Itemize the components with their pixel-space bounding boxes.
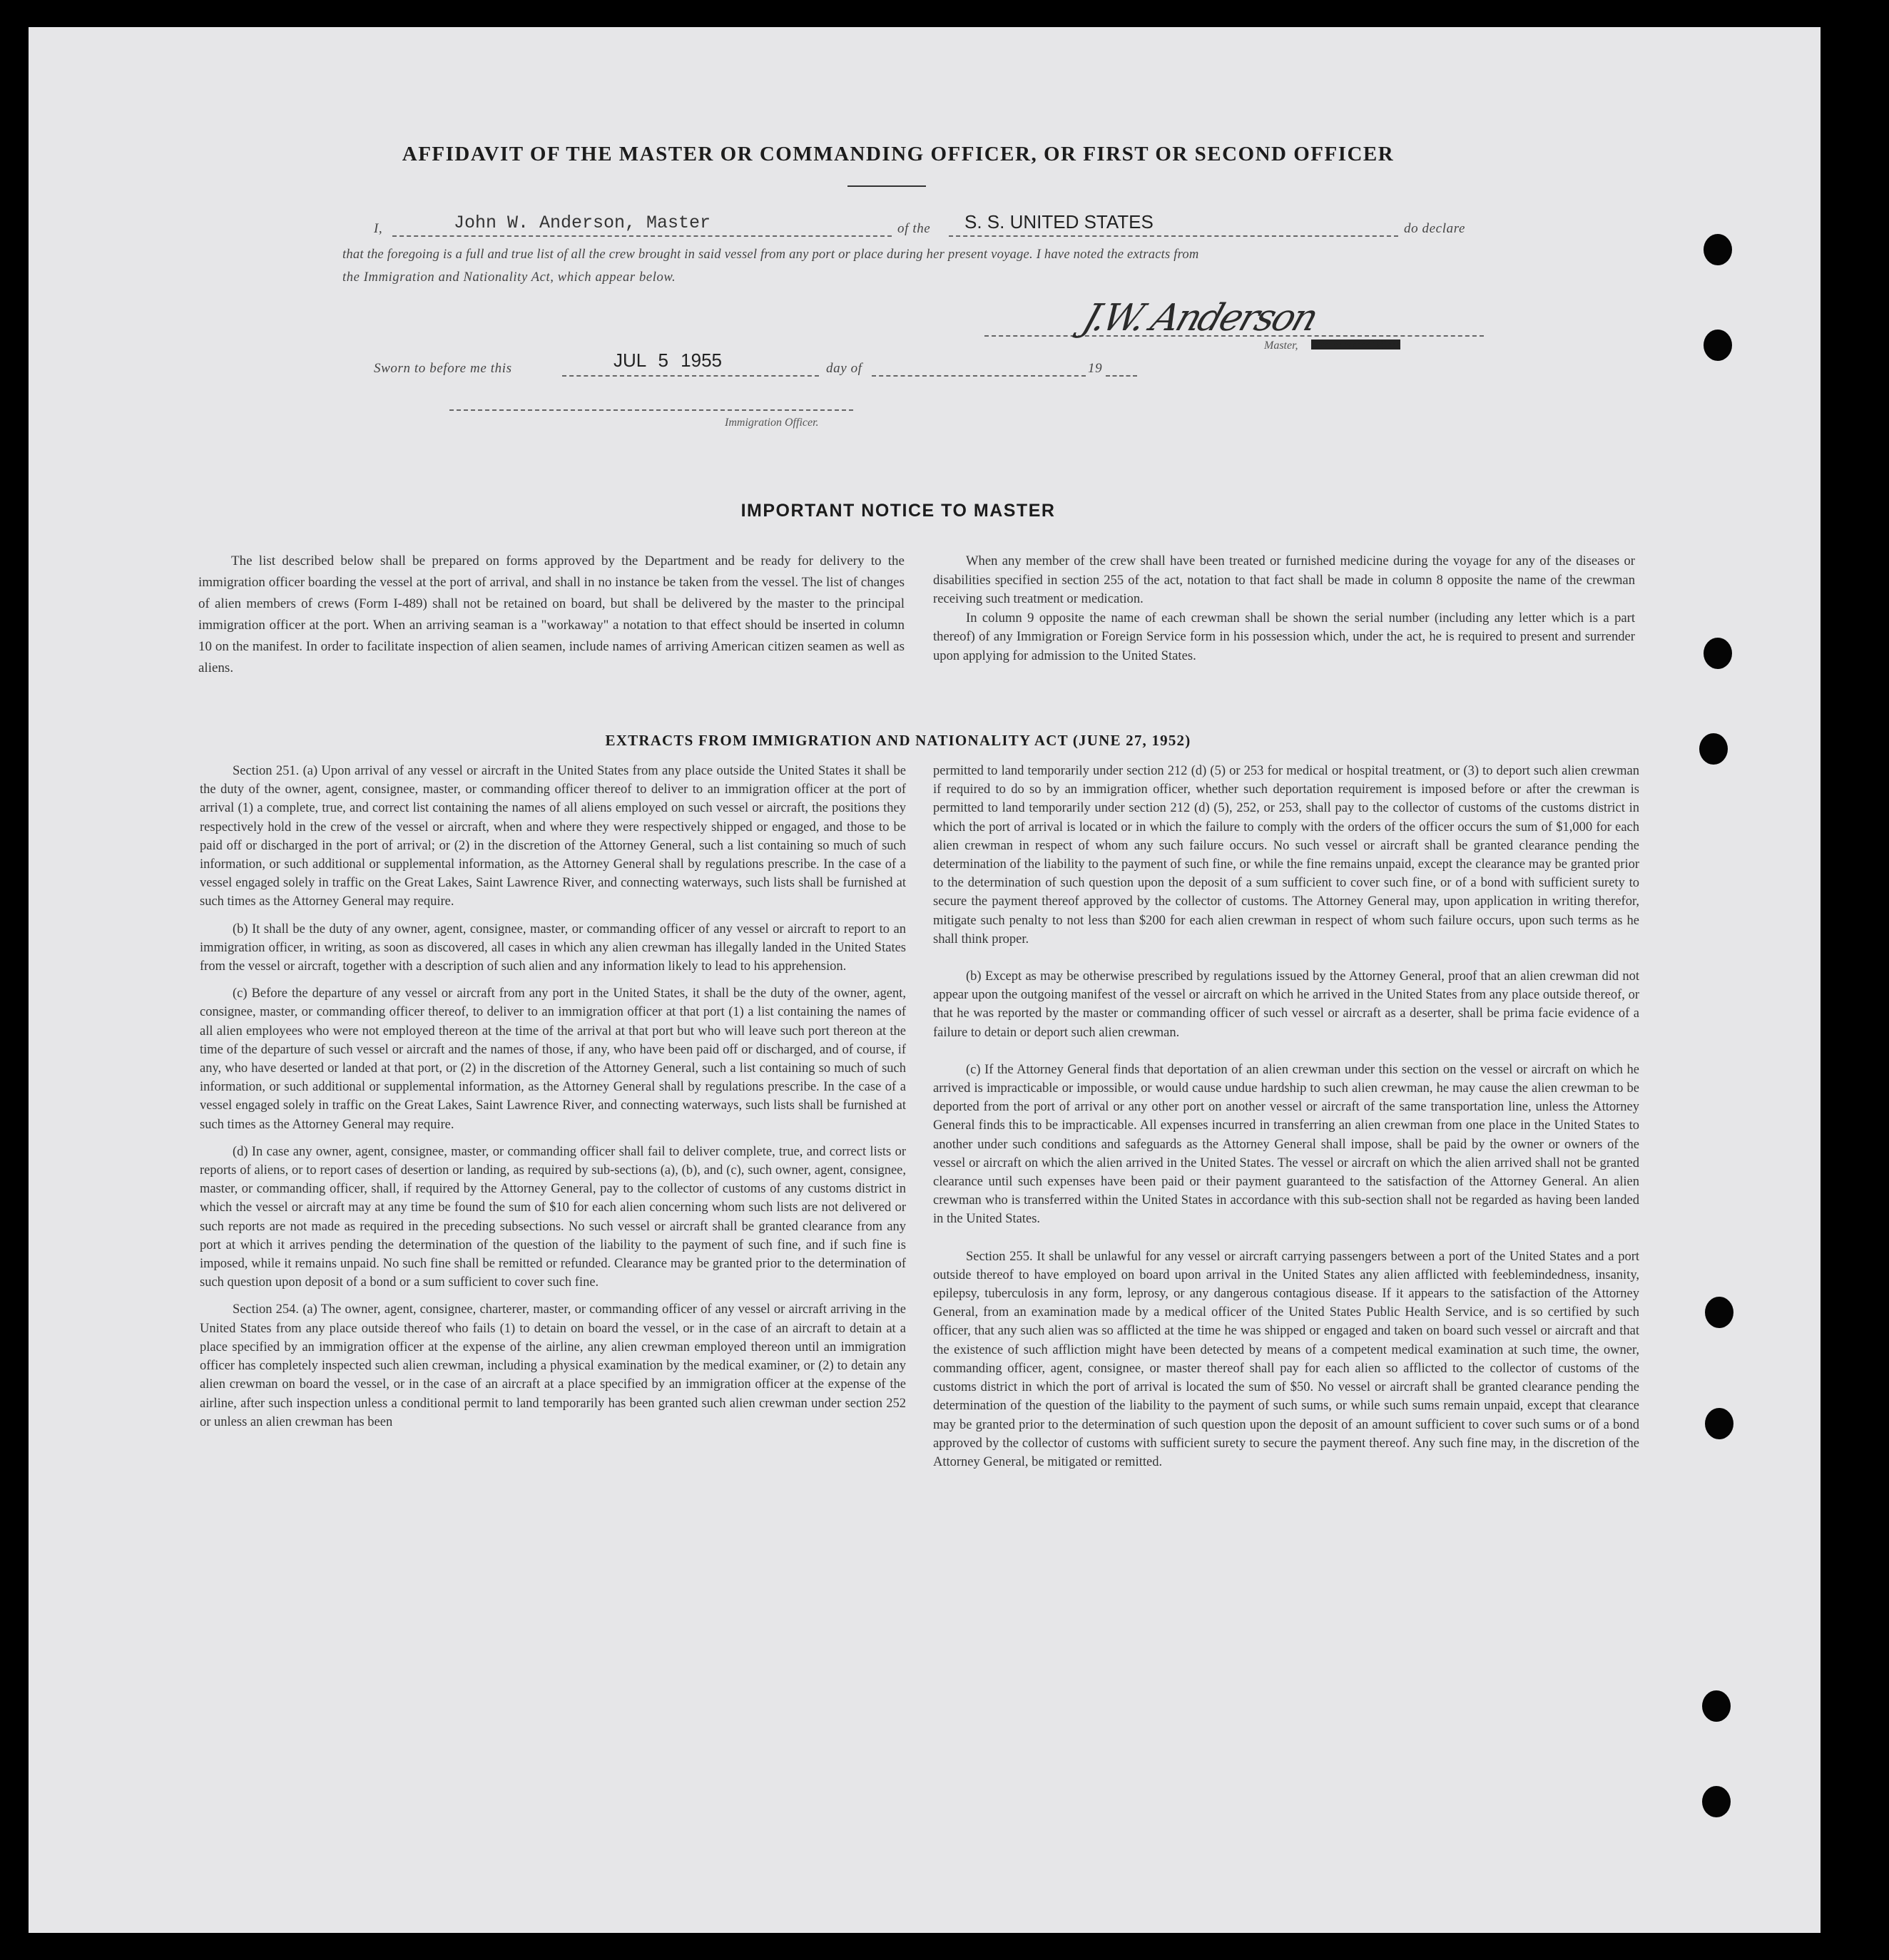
punch-hole xyxy=(1702,1786,1731,1817)
extract-paragraph: Section 254. (a) The owner, agent, consignee, charterer, master, or commanding officer of any vessel or aircraft arriving in the United States from any place outside thereof who fails (1) to detain on board the vessel, or in the case of an aircraft to detain at a place specified by an immigration officer at the expense of the airline, any alien crewman employed thereon until an immigration officer has completely inspected such alien crewman, including a physical examination by the medical examiner, or (2) to detain any alien crewman on board the vessel, or in the case of an aircraft at a place specified by an immigration officer at the expense of the airline, after such inspection unless a conditional permit to land temporarily has been granted such alien crewman under section 252 or unless an alien crewman has been xyxy=(200,1302,906,1429)
sworn-year-blank xyxy=(1106,375,1137,377)
extracts-title: EXTRACTS FROM IMMIGRATION AND NATIONALITY ACT (JUNE 27, 1952) xyxy=(605,732,1191,749)
sworn-date-field: JUL 5 1955 xyxy=(613,349,723,371)
struck-officer-label: First or Second Officer xyxy=(1313,339,1399,349)
extract-paragraph: (b) Except as may be otherwise prescribed by regulations issued by the Attorney General, proof that an alien crewman did not appear upon the outgoing manifest of the vessel or aircraft on which he arrived in the United States from any place outside thereof, or that he was reported by the master or commanding officer of such vessel or aircraft as a deserter, shall be prima facie evidence of a failure to detain or deport such alien crewman. xyxy=(933,969,1639,1040)
declaration-line-2: that the foregoing is a full and true list of all the crew brought in said vessel from any port or place during her present voyage. I have noted the extracts from xyxy=(342,247,1199,262)
form-page xyxy=(29,27,1821,1933)
punch-hole xyxy=(1699,733,1728,765)
sworn-date-blank xyxy=(562,375,819,377)
sworn-year-prefix: 19 xyxy=(1088,361,1103,376)
extract-paragraph: permitted to land temporarily under section 212 (d) (5) or 253 for medical or hospital treatment, or (3) to deport such alien crewman if required to do so by an immigration officer, whether such deportation requirement is imposed before or after the crewman is permitted to land temporarily under section 212 (d) (5), 252, or 253, shall pay to the collector of customs of the customs district in which the port of arrival is located or in which the failure to comply with the orders of the officer occurs the sum of $1,000 for each alien crewman in respect of whom any such failure occurs. No such vessel or aircraft shall be granted clearance pending the determination of the liability to the payment of such fine, or while the fine remains unpaid, except the clearance may be granted prior to the determination of such question upon the deposit of a sum sufficient to cover such fine, or of a bond with sufficient surety to secure the payment thereof approved by the collector of customs. The Attorney General may, upon application in writing therefor, mitigate such penalty to not less than $200 for each alien crewman in respect of whom such failure occurs, upon such terms as he shall think proper. xyxy=(933,764,1639,946)
notice-title: IMPORTANT NOTICE TO MASTER xyxy=(740,501,1056,521)
signature-title-label: Master, xyxy=(1264,340,1298,352)
extracts-left-column xyxy=(200,762,906,1440)
notice-right-paragraph: In column 9 opposite the name of each crewman shall be shown the serial number (including any letter which is a part thereof) of any Immigration or Foreign Service form in his possession which, under the act, he is required to present and surrender upon applying for admission to the United States. xyxy=(933,610,1635,663)
extract-paragraph: (c) Before the departure of any vessel or aircraft from any port in the United States, it shall be the duty of the owner, agent, consignee, master, or commanding officer thereof, to deliver to an immigration officer at that port (1) a list containing the names of all alien employees who were not employed thereon at the time of the arrival at that port but who will leave such port thereon at the time of the departure of such vessel or aircraft and the names of those, if any, who have been paid off or discharged, and of course, if any, who have deserted or landed at that port, or (2) in the discretion of the Attorney General, such a list containing so much of such information, or such additional or supplemental information, as the Attorney General shall by regulations prescribe. In the case of a vessel engaged solely in traffic on the Great Lakes, Saint Lawrence River, and connecting waterways, such lists shall be furnished at such times as the Attorney General may require. xyxy=(200,986,906,1132)
punch-hole xyxy=(1702,1690,1731,1722)
extracts-right-column xyxy=(933,762,1639,1480)
extract-paragraph: Section 255. It shall be unlawful for any vessel or aircraft carrying passengers between a port of the United States and a port outside thereof to have employed on board upon arrival in the United States any alien afflicted with feeblemindedness, insanity, epilepsy, tuberculosis in any form, leprosy, or any dangerous contagious disease. If it appears to the satisfaction of the Attorney General, from an examination made by a medical officer of the United States Public Health Service, and is so certified by such officer, that any such alien was so afflicted at the time he was shipped or engaged and taken on board such vessel or aircraft and that the existence of such affliction might have been detected by means of a competent medical examination at such time, the owner, commanding officer, agent, consignee, or master thereof shall pay for each alien so afflicted to the collector of customs of the customs district in which the port of arrival is located the sum of $50. No vessel or aircraft shall be granted clearance pending the determination of the question of the liability to the payment of such sums, or while such sums remain unpaid, except that clearance may be granted prior to the determination of such question upon the deposit of an amount sufficient to cover such sums or of a bond approved by the collector of customs with sufficient surety to secure the payment thereof. Any such fine may, in the discretion of the Attorney General, be mitigated or remitted. xyxy=(933,1249,1639,1469)
notice-left-paragraph: The list described below shall be prepared on forms approved by the Department and be ready for delivery to the immigration officer boarding the vessel at the port of arrival, and shall in no instance be taken from the vessel. The list of changes of alien members of crews (Form I-489) shall not be retained on board, but shall be delivered by the master to the principal immigration officer at the port. When an arriving seaman is a "workaway" a notation to that effect should be inserted in column 10 on the manifest. In order to facilitate inspection of alien seamen, include names of arriving American citizen seamen as well as aliens. xyxy=(198,553,905,675)
line1-prefix: I, xyxy=(374,221,383,236)
vessel-blank xyxy=(949,235,1398,237)
master-signature: J.W. Anderson xyxy=(1077,297,1322,340)
extract-paragraph: (b) It shall be the duty of any owner, agent, consignee, master, or commanding officer of any vessel or aircraft to report to an immigration officer, in writing, as soon as discovered, all cases in which any alien crewman has illegally landed in the United States from the vessel or aircraft, together with a description of such alien and any information likely to lead to his apprehension. xyxy=(200,922,906,974)
officer-signature-line xyxy=(449,409,853,411)
sworn-prefix: Sworn to before me this xyxy=(374,361,512,376)
punch-hole xyxy=(1705,1408,1733,1439)
punch-hole xyxy=(1704,234,1732,265)
line1-suffix: do declare xyxy=(1404,221,1466,236)
declaration-line-3: the Immigration and Nationality Act, which appear below. xyxy=(342,270,676,285)
line1-mid: of the xyxy=(897,221,931,236)
affidavit-title: AFFIDAVIT OF THE MASTER OR COMMANDING OFFICER, OR FIRST OR SECOND OFFICER xyxy=(402,143,1395,165)
notice-left-column xyxy=(198,551,905,679)
master-name-field: John W. Anderson, Master xyxy=(454,213,711,233)
notice-right-column xyxy=(933,552,1635,665)
extract-paragraph: (d) In case any owner, agent, consignee, master, or commanding officer shall fail to deliver complete, true, and correct lists or reports of aliens, or to report cases of desertion or landing, as required by sub-sections (a), (b), and (c), such owner, agent, consignee, master, or commanding officer, shall, if required by the Attorney General, pay to the collector of customs of any customs district in which the vessel or aircraft may at any time be found the sum of $10 for each alien concerning whom such lists are not delivered or such reports are not made as required in the preceding subsections. No such vessel or aircraft shall be granted clearance from any port at which it arrives pending the determination of the question of the liability to the payment of such fine, and if such fine is imposed, while it remains unpaid. No such fine shall be remitted or refunded. Clearance may be granted prior to the determination of such question upon deposit of a bond or a sum sufficient to cover such fine. xyxy=(200,1144,906,1290)
name-blank xyxy=(392,235,892,237)
sworn-month-blank xyxy=(872,375,1086,377)
notice-right-paragraph: When any member of the crew shall have been treated or furnished medicine during the voyage for any of the diseases or disabilities specified in section 255 of the act, notation to that fact shall be made in column 8 opposite the name of the crewman receiving such treatment or medication. xyxy=(933,553,1635,606)
punch-hole xyxy=(1705,1297,1733,1328)
vessel-name-field: S. S. UNITED STATES xyxy=(964,211,1154,233)
sworn-day-of: day of xyxy=(826,361,862,376)
punch-hole xyxy=(1704,638,1732,669)
punch-hole xyxy=(1704,330,1732,361)
extract-paragraph: (c) If the Attorney General finds that deportation of an alien crewman under this section on the vessel or aircraft on which he arrived is impracticable or impossible, or would cause undue hardship to such alien crewman, he may cause the alien crewman to be deported from the port of arrival or any other port on another vessel or aircraft of the same transportation line, unless the Attorney General finds this to be impracticable. All expenses incurred in transferring an alien crewman from one place in the United States to another under such conditions and safeguards as the Attorney General shall impose, shall be paid by the owner or owners of the vessel or aircraft on which the alien arrived in the United States. The vessel or aircraft on which the alien arrived shall not be granted clearance until such expenses have been paid or their payment guaranteed to the satisfaction of the Attorney General. An alien crewman who is transferred within the United States in accordance with this sub-section shall not be regarded as having been landed in the United States. xyxy=(933,1062,1639,1227)
extract-paragraph: Section 251. (a) Upon arrival of any vessel or aircraft in the United States from any place outside the United States it shall be the duty of the owner, agent, consignee, master, or commanding officer thereof to deliver to an immigration officer at the port of arrival (1) a complete, true, and correct list containing the names of all aliens employed on such vessel or aircraft, the positions they respectively hold in the crew of the vessel or aircraft, when and where they were respectively shipped or engaged, and those to be paid off or discharged in the port of arrival; or (2) in the discretion of the Attorney General, such a list containing so much of such information, or such additional or supplemental information, as the Attorney General shall by regulations prescribe. In the case of a vessel engaged solely in traffic on the Great Lakes, Saint Lawrence River, and connecting waterways, such lists shall be furnished at such times as the Attorney General may require. xyxy=(200,764,906,909)
immigration-officer-label: Immigration Officer. xyxy=(725,417,819,429)
title-divider xyxy=(847,185,926,187)
